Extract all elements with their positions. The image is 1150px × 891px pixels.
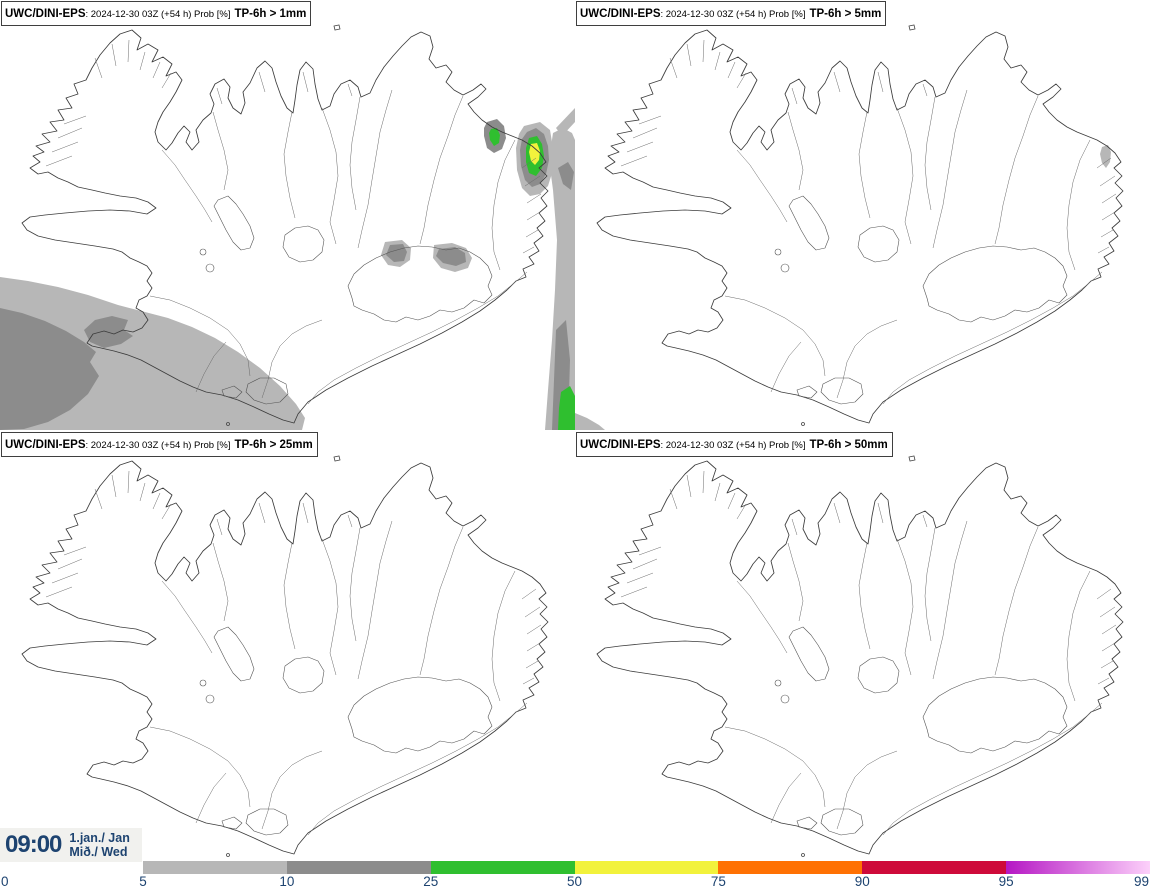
colorbar-segment-5-10 <box>143 861 287 874</box>
colorbar-segment-90-95 <box>862 861 1006 874</box>
valid-time-box <box>0 828 142 862</box>
colorbar-tick-99: 99 <box>1133 874 1149 889</box>
model-label: UWC/DINI-EPS <box>580 8 661 20</box>
model-label: UWC/DINI-EPS <box>5 439 86 451</box>
threshold-label: TP-6h > 25mm <box>234 439 313 451</box>
colorbar-tick-5: 5 <box>139 874 147 889</box>
colorbar-tick-90: 90 <box>854 874 870 889</box>
panel-title-tp6h-25mm <box>1 432 318 457</box>
map-panel-tp6h-1mm <box>0 0 575 430</box>
colorbar-segment-95-99 <box>1006 861 1150 874</box>
run-info: : 2024-12-30 03Z (+54 h) Prob [%] <box>660 440 806 451</box>
prob-corner-sw-5-10 <box>575 413 605 430</box>
run-info: : 2024-12-30 03Z (+54 h) Prob [%] <box>85 440 231 451</box>
map-svg-tp6h-50mm <box>575 431 1150 861</box>
map-panel-tp6h-50mm <box>575 431 1150 861</box>
panel-title-tp6h-1mm <box>1 1 311 26</box>
colorbar-segment-25-50 <box>431 861 575 874</box>
colorbar-tick-10: 10 <box>279 874 295 889</box>
map-panel-tp6h-25mm <box>0 431 575 861</box>
colorbar-tick-95: 95 <box>998 874 1014 889</box>
prob-overlays-1mm <box>0 108 575 430</box>
probability-colorbar <box>143 861 1150 874</box>
colorbar-tick-50: 50 <box>567 874 583 889</box>
map-panel-tp6h-5mm <box>575 0 1150 430</box>
valid-date-day: Mið./ Wed <box>69 845 128 859</box>
run-info: : 2024-12-30 03Z (+54 h) Prob [%] <box>660 9 806 20</box>
model-label: UWC/DINI-EPS <box>5 8 86 20</box>
probability-colorbar-labels <box>0 874 1150 891</box>
threshold-label: TP-6h > 50mm <box>809 439 888 451</box>
panel-title-tp6h-50mm <box>576 432 893 457</box>
valid-date-month: 1.jan./ Jan <box>69 831 130 845</box>
colorbar-tick-25: 25 <box>423 874 439 889</box>
map-svg-tp6h-25mm <box>0 431 575 861</box>
model-label: UWC/DINI-EPS <box>580 439 661 451</box>
colorbar-tick-0: 0 <box>1 874 9 889</box>
map-svg-tp6h-1mm <box>0 0 575 430</box>
threshold-label: TP-6h > 1mm <box>234 8 307 20</box>
colorbar-segment-50-75 <box>575 861 719 874</box>
panel-title-tp6h-5mm <box>576 1 886 26</box>
colorbar-tick-75: 75 <box>710 874 726 889</box>
colorbar-segment-75-90 <box>718 861 862 874</box>
threshold-label: TP-6h > 5mm <box>809 8 882 20</box>
colorbar-segment-10-25 <box>287 861 431 874</box>
valid-time: 09:00 <box>5 831 62 858</box>
run-info: : 2024-12-30 03Z (+54 h) Prob [%] <box>85 9 231 20</box>
map-svg-tp6h-5mm <box>575 0 1150 430</box>
valid-date <box>69 831 129 859</box>
